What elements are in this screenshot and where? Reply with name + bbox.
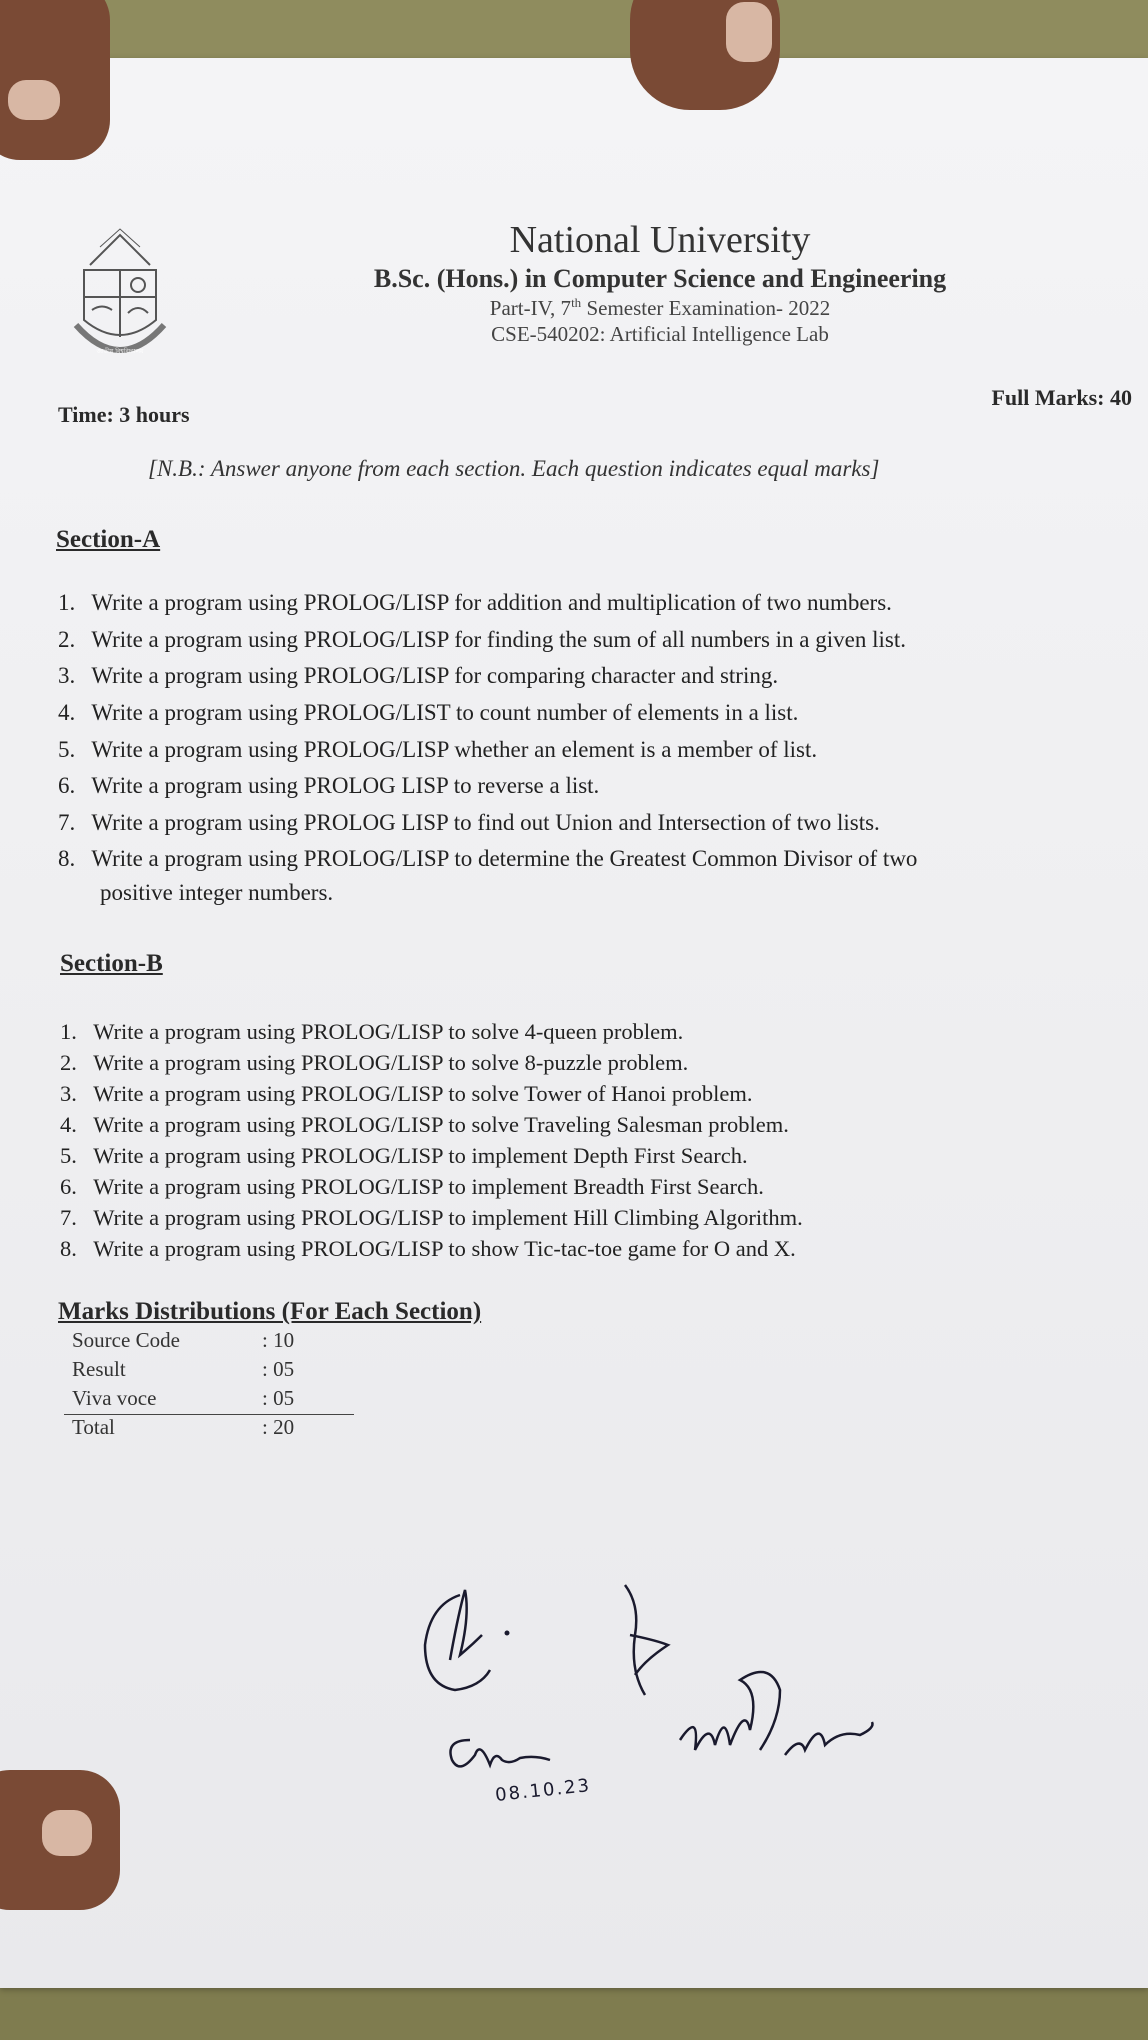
exam-header — [290, 218, 1030, 347]
university-logo — [70, 225, 170, 365]
section-a-questions — [58, 585, 917, 910]
question-item: 8. Write a program using PROLOG/LISP to show Tic-tac-toe game for O and X. — [60, 1236, 796, 1261]
question-item: 7. Write a program using PROLOG LISP to find out Union and Intersection of two lists. — [58, 810, 880, 836]
question-item: 5. Write a program using PROLOG/LISP whether an element is a member of list. — [58, 736, 818, 762]
question-item: 8. Write a program using PROLOG/LISP to determine the Greatest Common Divisor of two positive integer numbers. — [58, 845, 918, 905]
signature-4 — [660, 1650, 890, 1780]
question-item: 2. Write a program using PROLOG/LISP for finding the sum of all numbers in a given list. — [58, 626, 906, 652]
part-superscript: th — [571, 295, 582, 310]
signature-3 — [440, 1720, 570, 1780]
exam-time: Time: 3 hours — [58, 402, 190, 427]
exam-part — [290, 295, 1030, 321]
question-item: 3. Write a program using PROLOG/LISP for comparing character and string. — [58, 663, 779, 689]
section-a-title: Section-A — [56, 526, 161, 553]
full-marks: Full Marks: 40 — [991, 385, 1132, 410]
part-suffix: Semester Examination- 2022 — [581, 296, 831, 320]
marks-row: Source Code : 10 — [72, 1328, 295, 1352]
marks-distribution-title: Marks Distributions (For Each Section) — [58, 1298, 482, 1325]
question-item: 6. Write a program using PROLOG/LISP to implement Breadth First Search. — [60, 1174, 764, 1199]
question-item: 1. Write a program using PROLOG/LISP for addition and multiplication of two numbers. — [58, 590, 892, 615]
question-item: 1. Write a program using PROLOG/LISP to solve 4-queen problem. — [60, 1019, 684, 1044]
question-item: 3. Write a program using PROLOG/LISP to solve Tower of Hanoi problem. — [60, 1081, 753, 1106]
question-item: 7. Write a program using PROLOG/LISP to implement Hill Climbing Algorithm. — [60, 1205, 803, 1230]
marks-row: Viva voce : 05 — [72, 1386, 295, 1410]
question-item: 6. Write a program using PROLOG LISP to reverse a list. — [58, 773, 600, 799]
question-item: 4. Write a program using PROLOG/LIST to count number of elements in a list. — [58, 700, 799, 726]
signature-1 — [410, 1575, 520, 1705]
university-name: National University — [509, 219, 811, 261]
marks-row: Total : 20 — [72, 1415, 295, 1439]
section-b-title: Section-B — [60, 950, 163, 977]
course-title: CSE-540202: Artificial Intelligence Lab — [491, 322, 829, 346]
total-divider — [64, 1414, 354, 1415]
thumb-top-left — [0, 0, 110, 160]
question-item: 5. Write a program using PROLOG/LISP to implement Depth First Search. — [60, 1143, 748, 1168]
logo-caption: জাতীয় বিশ্ববিদ্যালয় — [96, 348, 144, 355]
marks-table — [64, 1326, 342, 1442]
question-item: 4. Write a program using PROLOG/LISP to solve Traveling Salesman problem. — [60, 1112, 789, 1137]
instruction-note: [N.B.: Answer anyone from each section. Each question indicates equal marks] — [148, 456, 880, 481]
part-prefix: Part-IV, 7 — [489, 296, 572, 320]
thumb-top-right — [630, 0, 780, 110]
section-b-questions — [60, 1016, 803, 1264]
signature-date: 08.10.23 — [494, 1775, 592, 1806]
thumb-bottom-left — [0, 1770, 120, 1910]
marks-row: Result : 05 — [72, 1357, 295, 1381]
question-item: 2. Write a program using PROLOG/LISP to solve 8-puzzle problem. — [60, 1050, 689, 1075]
degree-title: B.Sc. (Hons.) in Computer Science and Engineering — [373, 264, 947, 293]
